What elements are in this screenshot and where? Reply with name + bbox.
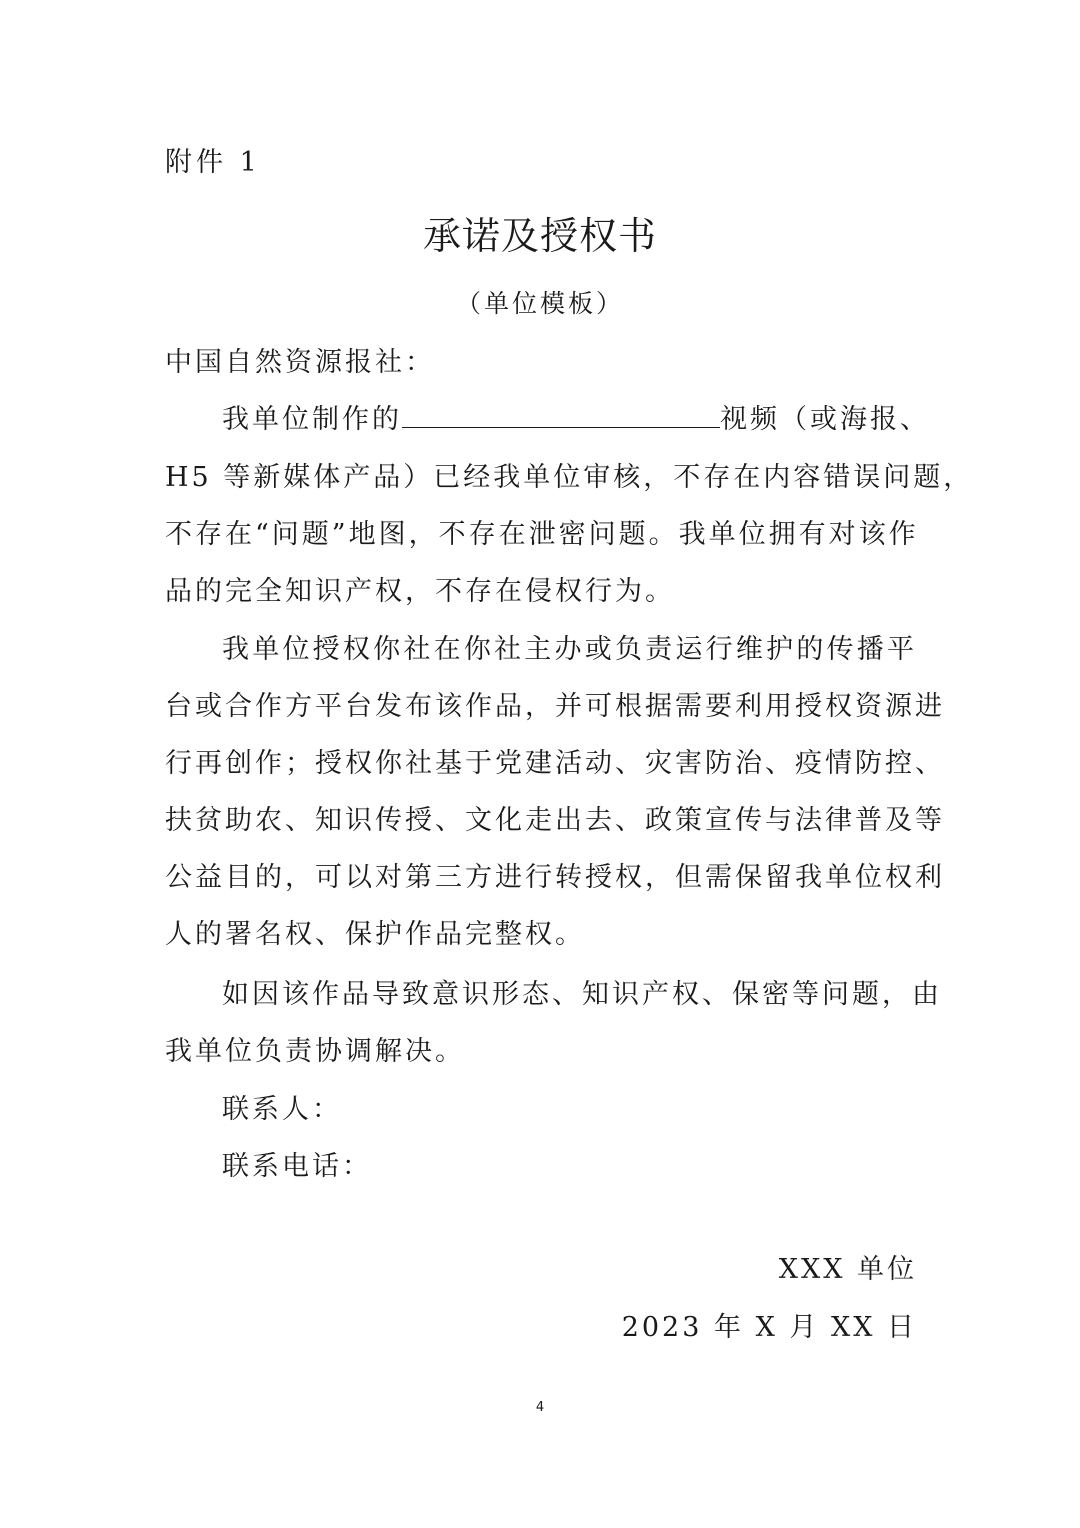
signature-date: 2023 年 X 月 XX 日	[621, 1312, 917, 1343]
para2-line5: 公益目的，可以对第三方进行转授权，但需保留我单位权利	[165, 862, 945, 893]
salutation: 中国自然资源报社：	[165, 347, 435, 378]
contact-phone: 联系电话：	[222, 1151, 372, 1182]
document-title: 承诺及授权书	[422, 214, 657, 258]
attachment-label: 附件 1	[165, 147, 261, 178]
para3-line1: 如因该作品导致意识形态、知识产权、保密等问题，由	[222, 979, 942, 1010]
para2-line2: 台或合作方平台发布该作品，并可根据需要利用授权资源进	[165, 691, 945, 722]
para1-line4: 品的完全知识产权，不存在侵权行为。	[165, 576, 675, 607]
para2-line6: 人的署名权、保护作品完整权。	[165, 919, 585, 950]
para1-line1-before: 我单位制作的	[222, 404, 402, 435]
para2-line3: 行再创作；授权你社基于党建活动、灾害防治、疫情防控、	[165, 748, 945, 779]
para1-line3: 不存在“问题”地图，不存在泄密问题。我单位拥有对该作	[165, 519, 919, 550]
para1-line1	[222, 397, 930, 436]
fill-in-blank	[402, 405, 720, 428]
signature-unit: XXX 单位	[778, 1254, 917, 1285]
document-subtitle: （单位模板）	[455, 289, 624, 318]
para3-line2: 我单位负责协调解决。	[165, 1036, 465, 1067]
page-number: 4	[535, 1400, 545, 1415]
para1-line2: H5 等新媒体产品）已经我单位审核，不存在内容错误问题，	[165, 462, 974, 493]
contact-person: 联系人：	[222, 1094, 342, 1125]
para2-line1: 我单位授权你社在你社主办或负责运行维护的传播平	[222, 634, 917, 665]
para2-line4: 扶贫助农、知识传授、文化走出去、政策宣传与法律普及等	[165, 805, 945, 836]
para1-line1-after: 视频（或海报、	[720, 404, 930, 435]
